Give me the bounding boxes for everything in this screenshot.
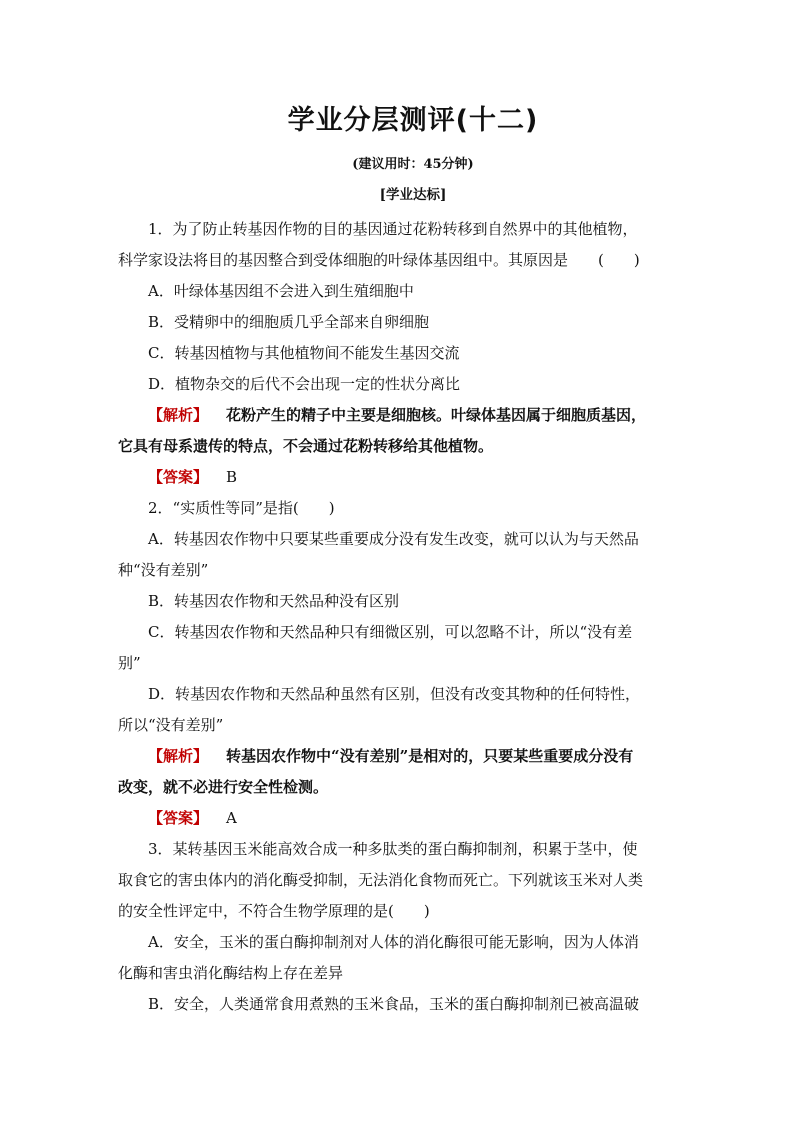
q2-answer: A [226,809,237,827]
q1-analysis-text-1: 花粉产生的精子中主要是细胞核。叶绿体基因属于细胞质基因， [226,406,647,424]
q2-option-c-line-2: 别” [118,654,141,672]
q1-analysis-line-1 [148,405,646,425]
q2-analysis-line-1 [148,746,633,766]
q2-option-c-line-1: C．转基因农作物和天然品种只有细微区别，可以忽略不计，所以“没有差 [148,623,633,641]
q2-option-b: B．转基因农作物和天然品种没有区别 [148,592,400,610]
q1-answer-tag: 【答案】 [148,468,209,486]
q1-answer-line [148,467,237,487]
q1-option-c: C．转基因植物与其他植物间不能发生基因交流 [148,344,460,362]
q3-option-a-line-2: 化酶和害虫消化酶结构上存在差异 [118,964,344,982]
section-heading: [学业达标] [379,187,447,203]
q1-stem-line-2: 科学家设法将目的基因整合到受体细胞的叶绿体基因组中。其原因是 ( ) [118,251,640,269]
q1-analysis-line-2: 它具有母系遗传的特点，不会通过花粉转移给其他植物。 [118,437,494,455]
q2-option-a-line-2: 种“没有差别” [118,561,209,579]
q2-stem: 2．“实质性等同”是指( ) [148,499,335,517]
time-note: (建议用时：45分钟) [352,157,474,172]
q1-stem-line-1: 1．为了防止转基因作物的目的基因通过花粉转移到自然界中的其他植物， [148,220,638,238]
page-title: 学业分层测评(十二) [287,105,539,136]
q2-analysis-text-1: 转基因农作物中“没有差别”是相对的，只要某些重要成分没有 [226,747,634,765]
q1-answer: B [226,468,238,486]
q3-stem-line-3: 的安全性评定中，不符合生物学原理的是( ) [118,902,430,920]
q2-analysis-tag: 【解析】 [148,747,209,765]
q2-analysis-line-2: 改变，就不必进行安全性检测。 [118,778,329,796]
q3-stem-line-1: 3．某转基因玉米能高效合成一种多肽类的蛋白酶抑制剂，积累于茎中，使 [148,840,638,858]
q2-option-d-line-1: D．转基因农作物和天然品种虽然有区别，但没有改变其物种的任何特性， [148,685,641,703]
q2-option-d-line-2: 所以“没有差别” [118,716,224,734]
q2-answer-line [148,808,237,828]
q1-option-a: A．叶绿体基因组不会进入到生殖细胞中 [148,282,414,300]
q1-analysis-tag: 【解析】 [148,406,209,424]
q1-option-d: D．植物杂交的后代不会出现一定的性状分离比 [148,375,461,393]
q3-option-b-line-1: B．安全，人类通常食用煮熟的玉米食品，玉米的蛋白酶抑制剂已被高温破 [148,995,640,1013]
q3-option-a-line-1: A．安全，玉米的蛋白酶抑制剂对人体的消化酶很可能无影响，因为人体消 [148,933,639,951]
q2-answer-tag: 【答案】 [148,809,209,827]
q2-option-a-line-1: A．转基因农作物中只要某些重要成分没有发生改变，就可以认为与天然品 [148,530,639,548]
q3-stem-line-2: 取食它的害虫体内的消化酶受抑制，无法消化食物而死亡。下列就该玉米对人类 [118,871,644,889]
q1-option-b: B．受精卵中的细胞质几乎全部来自卵细胞 [148,313,430,331]
